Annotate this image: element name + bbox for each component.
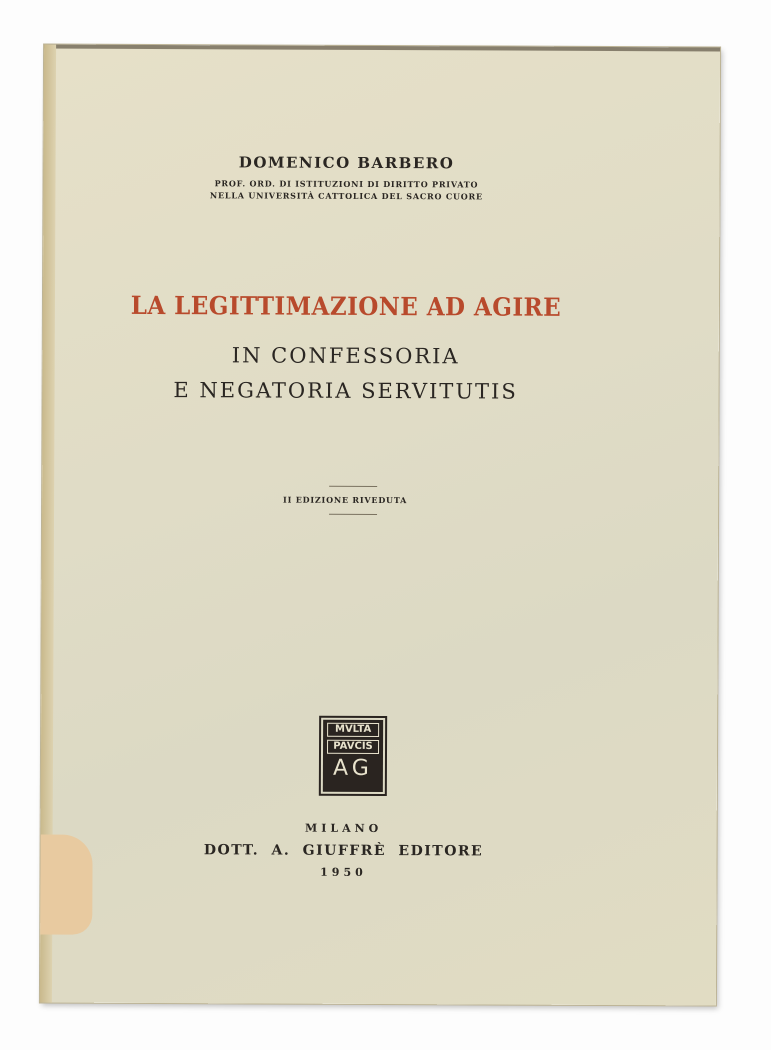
book-subtitle: E NEGATORIA SERVITUTIS [173, 378, 518, 404]
publisher-name: DOTT. A. GIUFFRÈ EDITORE [203, 842, 484, 860]
cover-top-edge [44, 45, 720, 52]
book-cover [40, 45, 720, 1006]
publication-city: MILANO [305, 821, 383, 836]
author-name: DOMENICO BARBERO [238, 153, 455, 173]
book-subtitle: IN CONFESSORIA [231, 343, 460, 369]
edition-note: II EDIZIONE RIVEDUTA [283, 494, 408, 506]
logo-initials: AG [333, 755, 373, 781]
author-affiliation: NELLA UNIVERSITÀ CATTOLICA DEL SACRO CUORE [209, 190, 483, 202]
author-affiliation: PROF. ORD. DI ISTITUZIONI DI DIRITTO PRIVATO [214, 178, 479, 190]
divider [329, 514, 377, 515]
publisher-logo [319, 716, 387, 796]
book-title: LA LEGITTIMAZIONE AD AGIRE [130, 290, 562, 322]
publication-year: 1950 [320, 865, 367, 879]
divider [329, 486, 377, 487]
logo-motto: PAVCIS [327, 740, 379, 754]
logo-motto: MVLTA [327, 723, 379, 737]
